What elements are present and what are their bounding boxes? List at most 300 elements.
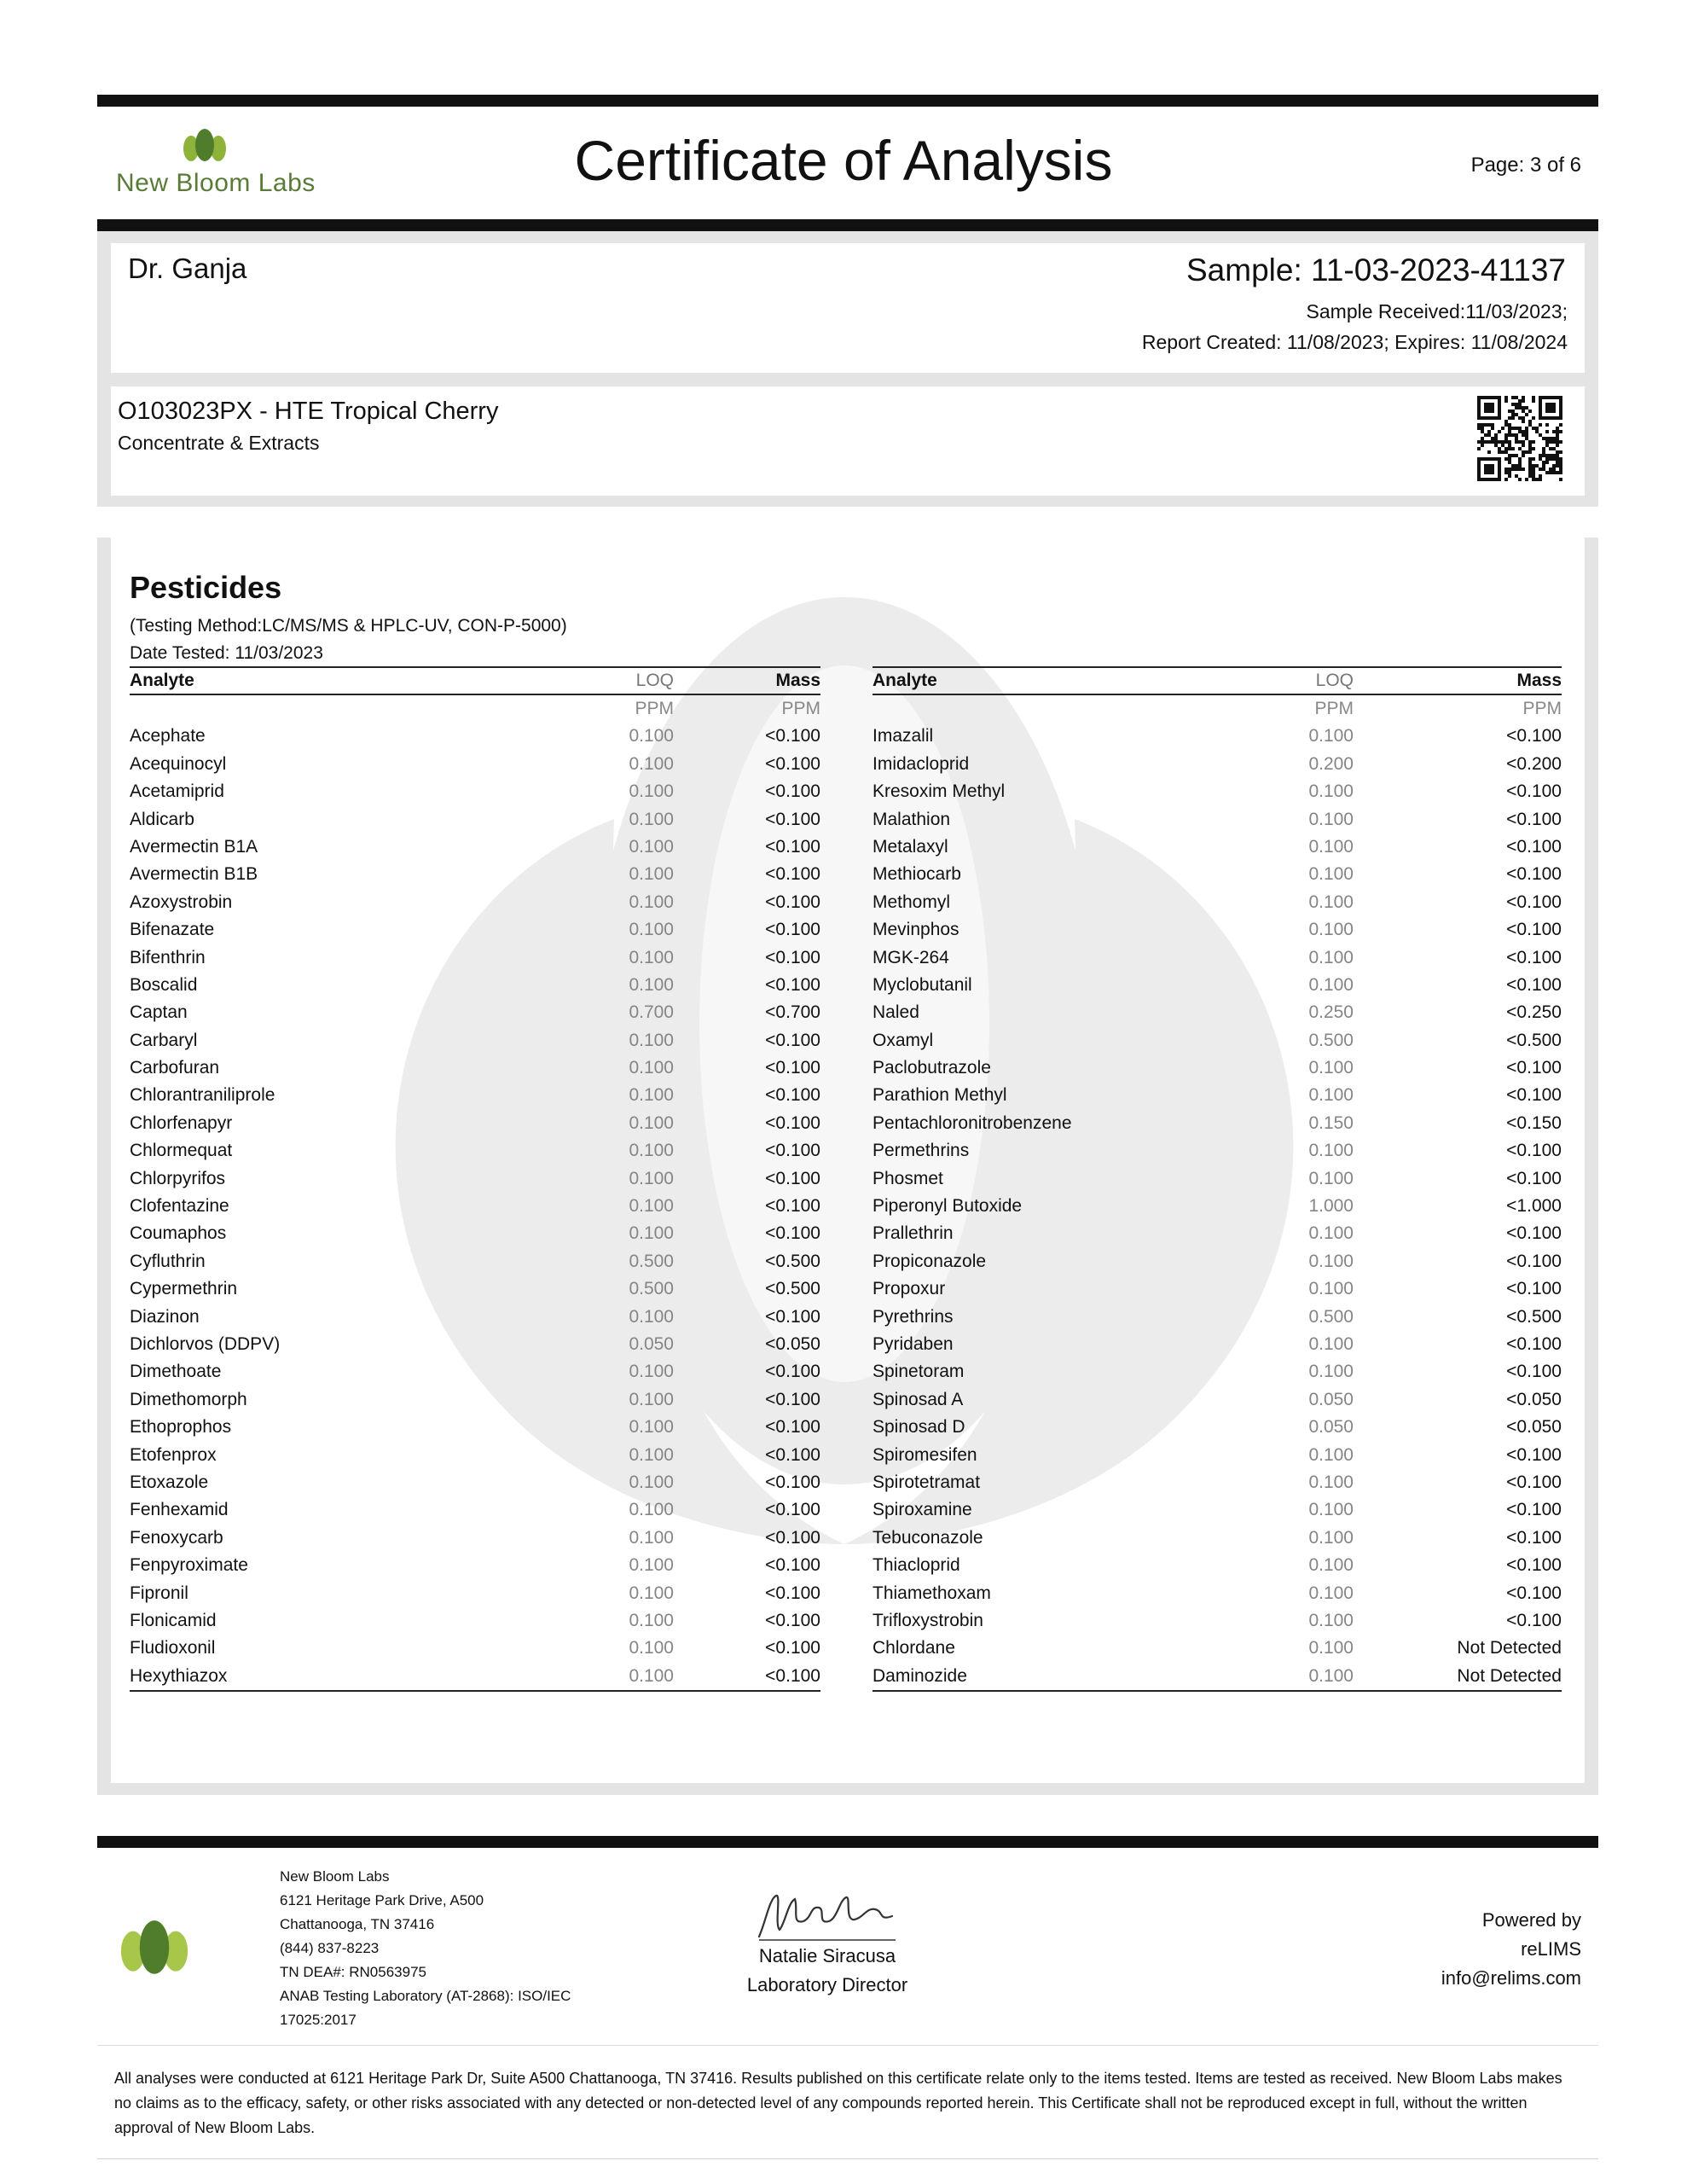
loq-cell: 0.100 — [629, 753, 674, 774]
table-row — [130, 1193, 820, 1220]
table-row — [872, 889, 1562, 916]
loq-cell: 0.100 — [1308, 974, 1354, 995]
analyte-cell: Bifenazate — [130, 920, 215, 940]
analyte-cell: Etofenprox — [130, 1444, 217, 1465]
analyte-cell: Daminozide — [872, 1665, 967, 1686]
table-row — [130, 999, 820, 1026]
analyte-cell: Etoxazole — [130, 1472, 209, 1492]
mass-cell: <0.100 — [765, 1112, 820, 1133]
loq-cell: 0.500 — [629, 1251, 674, 1271]
mass-cell: <0.200 — [1506, 753, 1562, 774]
top-rule — [97, 95, 1598, 107]
analyte-cell: Fenpyroximate — [130, 1555, 248, 1576]
table-row — [872, 972, 1562, 999]
analyte-cell: Diazinon — [130, 1306, 200, 1327]
loq-cell: 0.100 — [1308, 1527, 1354, 1548]
analyte-cell: Avermectin B1A — [130, 836, 258, 857]
table-row — [872, 916, 1562, 944]
mass-cell: <0.100 — [1506, 892, 1562, 912]
analyte-cell: Coumaphos — [130, 1223, 227, 1244]
loq-cell: 0.100 — [1308, 1665, 1354, 1686]
loq-cell: 0.100 — [1308, 1058, 1354, 1078]
mass-unit: PPM — [1522, 699, 1562, 718]
mass-cell: <0.100 — [765, 1417, 820, 1438]
loq-cell: 0.100 — [1308, 1279, 1354, 1299]
table-row — [872, 1110, 1562, 1137]
mass-cell: <0.100 — [1506, 781, 1562, 802]
mass-cell: <0.100 — [765, 1168, 820, 1188]
table-row — [130, 1054, 820, 1082]
signatory-name: Natalie Siracusa — [758, 1945, 896, 1966]
loq-cell: 0.100 — [1308, 836, 1354, 857]
loq-cell: 0.100 — [629, 1555, 674, 1576]
analyte-cell: Methiocarb — [872, 864, 961, 885]
loq-cell: 0.100 — [629, 1417, 674, 1438]
mass-cell: <0.100 — [765, 726, 820, 746]
results-table-right — [872, 666, 1562, 1692]
analyte-cell: Tebuconazole — [872, 1527, 983, 1548]
analyte-cell: Oxamyl — [872, 1030, 934, 1050]
mass-cell: <0.100 — [1506, 1251, 1562, 1271]
analyte-cell: Thiacloprid — [872, 1555, 960, 1576]
analyte-cell: Fipronil — [130, 1583, 188, 1603]
loq-cell: 0.100 — [629, 920, 674, 940]
loq-cell: 0.100 — [1308, 864, 1354, 885]
sample-id: Sample: 11-03-2023-41137 — [1186, 253, 1566, 288]
loq-cell: 0.200 — [1308, 753, 1354, 774]
mass-cell: <0.100 — [1506, 1472, 1562, 1492]
section-title: Pesticides — [130, 570, 282, 605]
product-name: O103023PX - HTE Tropical Cherry — [118, 398, 499, 425]
mass-cell: <0.500 — [1506, 1306, 1562, 1327]
analyte-cell: Fludioxonil — [130, 1638, 216, 1658]
mass-cell: <0.100 — [765, 1527, 820, 1548]
table-row — [130, 1496, 820, 1524]
mass-cell: <0.050 — [765, 1333, 820, 1354]
analyte-cell: Spinosad A — [872, 1389, 964, 1409]
analyte-cell: Boscalid — [130, 974, 198, 995]
mass-cell: <0.100 — [765, 1389, 820, 1409]
mass-cell: <0.100 — [1506, 1527, 1562, 1548]
loq-cell: 0.100 — [1308, 1333, 1354, 1354]
page-number: Page: 3 of 6 — [1470, 154, 1581, 177]
table-row — [872, 1304, 1562, 1331]
table-row — [130, 889, 820, 916]
table-row — [130, 1358, 820, 1385]
table-row — [872, 944, 1562, 972]
table-row — [130, 1137, 820, 1165]
table-row — [130, 1607, 820, 1635]
mass-cell: <0.100 — [765, 920, 820, 940]
table-row — [872, 1193, 1562, 1220]
table-row — [130, 1414, 820, 1441]
mass-cell: <0.100 — [1506, 1333, 1562, 1354]
loq-cell: 0.500 — [629, 1279, 674, 1299]
testing-method: (Testing Method:LC/MS/MS & HPLC-UV, CON-P-5000) — [130, 616, 567, 636]
loq-cell: 0.100 — [1308, 1251, 1354, 1271]
loq-cell: 0.100 — [1308, 781, 1354, 802]
analyte-cell: Captan — [130, 1002, 188, 1023]
loq-cell: 0.100 — [629, 892, 674, 912]
mass-cell: <0.100 — [1506, 1362, 1562, 1382]
table-row — [130, 834, 820, 861]
loq-unit: PPM — [1314, 699, 1354, 718]
mass-cell: <0.100 — [1506, 974, 1562, 995]
loq-cell: 0.100 — [629, 1527, 674, 1548]
analyte-cell: Acequinocyl — [130, 753, 227, 774]
loq-cell: 0.100 — [1308, 1362, 1354, 1382]
loq-cell: 0.100 — [629, 726, 674, 746]
analyte-cell: Spiroxamine — [872, 1500, 972, 1520]
loq-cell: 0.100 — [1308, 1638, 1354, 1658]
mass-cell: <0.100 — [765, 1610, 820, 1630]
loq-cell: 0.100 — [629, 1638, 674, 1658]
table-row — [872, 1386, 1562, 1414]
mass-cell: <0.100 — [1506, 809, 1562, 829]
loq-cell: 0.100 — [629, 1444, 674, 1465]
loq-cell: 0.100 — [1308, 1223, 1354, 1244]
table-row — [130, 1552, 820, 1579]
analyte-cell: Cypermethrin — [130, 1279, 238, 1299]
mass-cell: Not Detected — [1457, 1665, 1562, 1686]
analyte-cell: Acetamiprid — [130, 781, 224, 802]
analyte-cell: Phosmet — [872, 1168, 943, 1188]
table-row — [872, 1358, 1562, 1385]
table-row — [872, 1027, 1562, 1054]
mass-cell: <0.100 — [765, 1141, 820, 1161]
mass-cell: <0.100 — [1506, 836, 1562, 857]
mass-cell: <0.050 — [1506, 1417, 1562, 1438]
analyte-cell: Trifloxystrobin — [872, 1610, 983, 1630]
analyte-cell: Myclobutanil — [872, 974, 972, 995]
table-row — [872, 806, 1562, 834]
analyte-cell: Pentachloronitrobenzene — [872, 1112, 1072, 1133]
analyte-cell: Chlorfenapyr — [130, 1112, 233, 1133]
mass-cell: <0.100 — [765, 1444, 820, 1465]
analyte-cell: Chlorpyrifos — [130, 1168, 226, 1188]
loq-header: LOQ — [635, 671, 674, 690]
brand-name: New Bloom Labs — [116, 169, 316, 197]
mass-cell: <0.100 — [765, 1223, 820, 1244]
loq-cell: 0.100 — [629, 836, 674, 857]
client-name: Dr. Ganja — [128, 253, 247, 284]
loq-cell: 0.050 — [1308, 1389, 1354, 1409]
table-row — [872, 1137, 1562, 1165]
loq-cell: 0.100 — [1308, 1500, 1354, 1520]
mass-cell: <0.100 — [1506, 1223, 1562, 1244]
loq-cell: 0.100 — [1308, 809, 1354, 829]
lab-accreditation: ANAB Testing Laboratory (AT-2868): ISO/IEC — [280, 1988, 571, 2004]
analyte-cell: Spinetoram — [872, 1362, 965, 1382]
mass-cell: <0.100 — [1506, 1610, 1562, 1630]
signatory-title: Laboratory Director — [746, 1974, 908, 1995]
footer-separator — [97, 2045, 1598, 2046]
bottom-rule — [97, 2158, 1598, 2159]
analyte-cell: Hexythiazox — [130, 1665, 228, 1686]
table-row — [130, 1525, 820, 1552]
table-row — [872, 861, 1562, 888]
analyte-cell: Bifenthrin — [130, 947, 206, 967]
analyte-cell: Acephate — [130, 726, 206, 746]
table-row — [872, 1165, 1562, 1193]
footer-rule — [97, 1836, 1598, 1848]
table-row — [872, 1469, 1562, 1496]
signature-icon — [751, 1887, 904, 1943]
loq-cell: 0.050 — [1308, 1417, 1354, 1438]
mass-cell: <0.100 — [1506, 1085, 1562, 1106]
table-row — [872, 1054, 1562, 1082]
mass-cell: <0.500 — [765, 1251, 820, 1271]
powered-brand: reLIMS — [1521, 1938, 1581, 1960]
table-row — [130, 972, 820, 999]
leaf-logo-icon — [114, 1918, 194, 1979]
mass-cell: <0.100 — [1506, 726, 1562, 746]
loq-cell: 0.100 — [629, 1306, 674, 1327]
table-row — [130, 806, 820, 834]
mass-cell: <0.100 — [765, 1085, 820, 1106]
loq-cell: 0.100 — [629, 809, 674, 829]
table-row — [130, 1304, 820, 1331]
table-row — [872, 1607, 1562, 1635]
table-row — [872, 1275, 1562, 1303]
mass-cell: <0.100 — [1506, 1555, 1562, 1576]
document-title: Certificate of Analysis — [574, 129, 1113, 192]
table-row — [130, 1082, 820, 1109]
table-row — [872, 751, 1562, 778]
disclaimer-text: All analyses were conducted at 6121 Heritage Park Dr, Suite A500 Chattanooga, TN 37416. Results published on this certificate relate only to the items tested. Items are tested as received. New Bloom Labs makes no claims as to the efficacy, safety, or other risks associated with any detected or non-detected level of any compounds reported herein. This Certificate shall not be reproduced except in full, without the written approval of New Bloom Labs. — [114, 2070, 1562, 2136]
analyte-cell: Imazalil — [872, 726, 934, 746]
table-row — [130, 1027, 820, 1054]
mass-cell: <0.700 — [765, 1002, 820, 1023]
table-row — [872, 1552, 1562, 1579]
loq-cell: 0.100 — [629, 947, 674, 967]
mass-cell: <0.100 — [765, 1665, 820, 1686]
lab-name: New Bloom Labs — [280, 1868, 390, 1885]
mass-cell: <0.100 — [765, 809, 820, 829]
analyte-cell: Dichlorvos (DDPV) — [130, 1333, 281, 1354]
table-row — [130, 723, 820, 750]
product-type: Concentrate & Extracts — [118, 432, 320, 454]
analyte-cell: Metalaxyl — [872, 836, 948, 857]
loq-header: LOQ — [1315, 671, 1354, 690]
analyte-cell: Pyrethrins — [872, 1306, 954, 1327]
mass-cell: <0.100 — [1506, 1500, 1562, 1520]
mass-cell: <0.100 — [1506, 1058, 1562, 1078]
mass-cell: <0.100 — [1506, 864, 1562, 885]
mass-cell: <0.100 — [765, 974, 820, 995]
mass-header: Mass — [1516, 671, 1562, 690]
table-row — [872, 1248, 1562, 1275]
analyte-cell: Imidacloprid — [872, 753, 970, 774]
report-dates: Report Created: 11/08/2023; Expires: 11/08/2024 — [1141, 331, 1568, 353]
mass-cell: <0.100 — [765, 1638, 820, 1658]
mass-cell: <0.100 — [765, 947, 820, 967]
analyte-cell: Propiconazole — [872, 1251, 987, 1271]
loq-cell: 0.100 — [1308, 1141, 1354, 1161]
loq-cell: 0.100 — [629, 1141, 674, 1161]
loq-cell: 0.100 — [1308, 1085, 1354, 1106]
mass-cell: <0.100 — [765, 836, 820, 857]
mass-cell: <0.150 — [1506, 1112, 1562, 1133]
loq-cell: 0.100 — [1308, 1583, 1354, 1603]
analyte-cell: Naled — [872, 1002, 919, 1023]
table-row — [872, 834, 1562, 861]
table-row — [130, 1442, 820, 1469]
table-row — [130, 1635, 820, 1662]
table-row — [872, 1496, 1562, 1524]
table-header — [872, 668, 1562, 695]
mass-cell: <0.100 — [765, 864, 820, 885]
table-row — [872, 1331, 1562, 1358]
analyte-cell: Aldicarb — [130, 809, 194, 829]
analyte-cell: Pyridaben — [872, 1333, 954, 1354]
mass-cell: <0.100 — [765, 1555, 820, 1576]
unit-row — [130, 695, 820, 723]
analyte-cell: Flonicamid — [130, 1610, 217, 1630]
loq-cell: 0.100 — [629, 1472, 674, 1492]
loq-cell: 0.250 — [1308, 1002, 1354, 1023]
loq-cell: 0.100 — [629, 974, 674, 995]
mass-cell: Not Detected — [1457, 1638, 1562, 1658]
loq-cell: 0.500 — [1308, 1306, 1354, 1327]
loq-cell: 0.050 — [629, 1333, 674, 1354]
loq-cell: 0.100 — [629, 1112, 674, 1133]
results-table-left — [130, 666, 820, 1692]
analyte-cell: Dimethoate — [130, 1362, 222, 1382]
loq-cell: 0.100 — [1308, 1444, 1354, 1465]
analyte-cell: Thiamethoxam — [872, 1583, 991, 1603]
mass-cell: <0.100 — [1506, 1168, 1562, 1188]
analyte-cell: Propoxur — [872, 1279, 946, 1299]
analyte-cell: Chlorantraniliprole — [130, 1085, 275, 1106]
mass-cell: <0.500 — [1506, 1030, 1562, 1050]
mass-cell: <0.100 — [765, 1500, 820, 1520]
analyte-cell: Permethrins — [872, 1141, 970, 1161]
mass-cell: <0.100 — [765, 892, 820, 912]
loq-cell: 0.100 — [1308, 892, 1354, 912]
lab-city: Chattanooga, TN 37416 — [280, 1916, 435, 1932]
analyte-cell: Piperonyl Butoxide — [872, 1196, 1023, 1217]
table-row — [130, 944, 820, 972]
sample-received: Sample Received:11/03/2023; — [1306, 300, 1568, 322]
analyte-cell: Fenoxycarb — [130, 1527, 223, 1548]
table-row — [130, 1663, 820, 1690]
analyte-cell: Azoxystrobin — [130, 892, 233, 912]
analyte-cell: Carbofuran — [130, 1058, 220, 1078]
powered-email[interactable]: info@relims.com — [1441, 1967, 1581, 1989]
table-row — [130, 861, 820, 888]
powered-by: Powered by — [1481, 1909, 1581, 1931]
mass-cell: <0.250 — [1506, 1002, 1562, 1023]
lab-dea: TN DEA#: RN0563975 — [280, 1964, 426, 1980]
loq-cell: 0.100 — [1308, 920, 1354, 940]
analyte-cell: Chlordane — [872, 1638, 955, 1658]
mass-cell: <0.100 — [1506, 947, 1562, 967]
loq-cell: 0.100 — [1308, 1472, 1354, 1492]
loq-cell: 0.100 — [1308, 1555, 1354, 1576]
table-row — [872, 1525, 1562, 1552]
loq-cell: 0.100 — [629, 1389, 674, 1409]
unit-row — [872, 695, 1562, 723]
analyte-cell: MGK-264 — [872, 947, 949, 967]
analyte-header: Analyte — [130, 671, 194, 690]
table-row — [130, 916, 820, 944]
analyte-header: Analyte — [872, 671, 937, 690]
mass-cell: <1.000 — [1506, 1196, 1562, 1217]
loq-cell: 0.100 — [1308, 1168, 1354, 1188]
loq-cell: 0.100 — [629, 1500, 674, 1520]
loq-cell: 0.100 — [1308, 947, 1354, 967]
loq-cell: 0.500 — [1308, 1030, 1354, 1050]
lab-phone: (844) 837-8223 — [280, 1940, 380, 1956]
analyte-cell: Spinosad D — [872, 1417, 965, 1438]
mass-unit: PPM — [781, 699, 820, 718]
mass-cell: <0.100 — [765, 1362, 820, 1382]
loq-cell: 0.100 — [629, 1058, 674, 1078]
loq-cell: 0.100 — [629, 1168, 674, 1188]
loq-cell: 1.000 — [1308, 1196, 1354, 1217]
analyte-cell: Prallethrin — [872, 1223, 954, 1244]
date-tested: Date Tested: 11/03/2023 — [130, 643, 323, 663]
mass-cell: <0.100 — [765, 781, 820, 802]
mass-cell: <0.050 — [1506, 1389, 1562, 1409]
mass-cell: <0.100 — [1506, 1583, 1562, 1603]
mass-cell: <0.100 — [1506, 1141, 1562, 1161]
table-row — [872, 1220, 1562, 1247]
analyte-cell: Dimethomorph — [130, 1389, 247, 1409]
table-row — [130, 1165, 820, 1193]
table-row — [872, 723, 1562, 750]
loq-cell: 0.100 — [629, 1196, 674, 1217]
loq-cell: 0.100 — [629, 1583, 674, 1603]
table-row — [130, 1220, 820, 1247]
loq-cell: 0.100 — [629, 1085, 674, 1106]
mass-cell: <0.100 — [765, 753, 820, 774]
table-row — [130, 1248, 820, 1275]
loq-cell: 0.100 — [629, 1610, 674, 1630]
table-row — [872, 999, 1562, 1026]
analyte-cell: Parathion Methyl — [872, 1085, 1007, 1106]
mass-cell: <0.100 — [765, 1030, 820, 1050]
lab-accreditation-cont: 17025:2017 — [280, 2012, 357, 2028]
mass-header: Mass — [775, 671, 820, 690]
loq-unit: PPM — [635, 699, 674, 718]
mass-cell: <0.100 — [1506, 1279, 1562, 1299]
loq-cell: 0.700 — [629, 1002, 674, 1023]
mass-cell: <0.100 — [765, 1196, 820, 1217]
analyte-cell: Fenhexamid — [130, 1500, 229, 1520]
analyte-cell: Malathion — [872, 809, 951, 829]
analyte-cell: Clofentazine — [130, 1196, 229, 1217]
header-rule — [97, 219, 1598, 231]
analyte-cell: Carbaryl — [130, 1030, 198, 1050]
loq-cell: 0.100 — [1308, 1610, 1354, 1630]
mass-cell: <0.100 — [765, 1306, 820, 1327]
analyte-cell: Methomyl — [872, 892, 951, 912]
mass-cell: <0.100 — [765, 1583, 820, 1603]
table-row — [130, 1386, 820, 1414]
analyte-cell: Mevinphos — [872, 920, 959, 940]
analyte-cell: Paclobutrazole — [872, 1058, 991, 1078]
qr-code-icon — [1477, 396, 1562, 481]
analyte-cell: Avermectin B1B — [130, 864, 258, 885]
analyte-cell: Spiromesifen — [872, 1444, 977, 1465]
analyte-cell: Ethoprophos — [130, 1417, 232, 1438]
table-row — [130, 1469, 820, 1496]
table-row — [872, 1663, 1562, 1690]
analyte-cell: Kresoxim Methyl — [872, 781, 1006, 802]
loq-cell: 0.100 — [629, 864, 674, 885]
